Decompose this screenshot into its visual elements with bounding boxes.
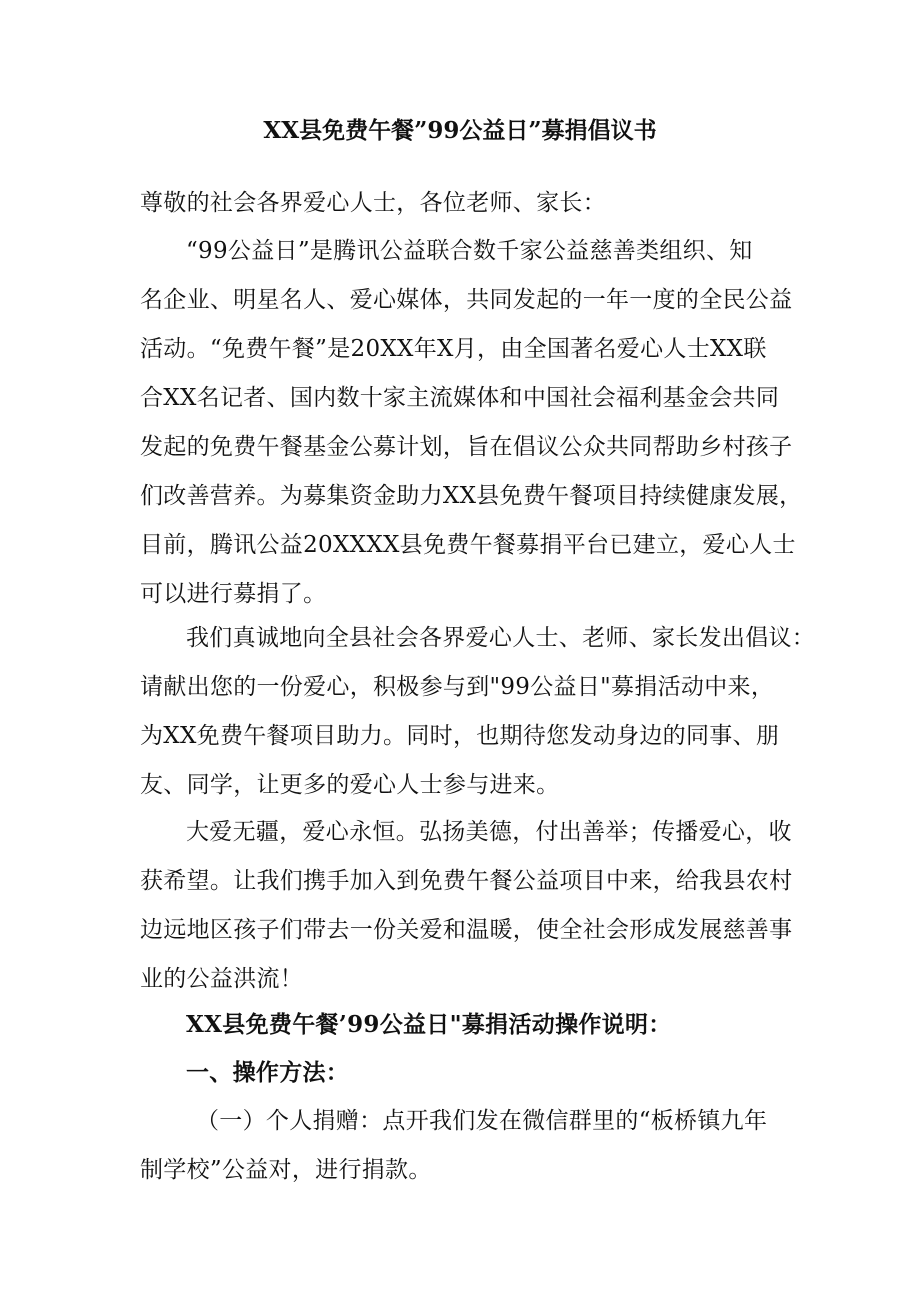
paragraph-line: 请献出您的一份爱心，积极参与到"99公益日"募捐活动中来， bbox=[140, 674, 775, 700]
document-title: XX县免费午餐”99公益日”募捐倡议书 bbox=[263, 117, 657, 144]
paragraph-line: 大爱无疆，爱心永恒。弘扬美德，付出善举；传播爱心，收 bbox=[186, 819, 792, 845]
paragraph-line: 为XX免费午餐项目助力。同时，也期待您发动身边的同事、朋 bbox=[140, 723, 780, 749]
paragraph-line: 发起的免费午餐基金公募计划，旨在倡议公众共同帮助乡村孩子 bbox=[140, 434, 793, 460]
paragraph-line: 名企业、明星名人、爱心媒体，共同发起的一年一度的全民公益 bbox=[140, 287, 793, 313]
instructions-heading: XX县免费午餐’99公益日"募捐活动操作说明： bbox=[186, 1011, 672, 1038]
paragraph-line: 边远地区孩子们带去一份关爱和温暖，使全社会形成发展慈善事 bbox=[140, 917, 793, 943]
paragraph-line: 合XX名记者、国内数十家主流媒体和中国社会福利基金会共同 bbox=[140, 385, 780, 411]
paragraph-line: 友、同学，让更多的爱心人士参与进来。 bbox=[140, 772, 560, 798]
instruction-item-line: （一）个人捐赠：点开我们发在微信群里的“板桥镇九年 bbox=[196, 1108, 768, 1134]
paragraph-line: 活动。“免费午餐”是20XX年X月，由全国著名爱心人士XX联 bbox=[140, 336, 767, 362]
salutation: 尊敬的社会各界爱心人士，各位老师、家长： bbox=[140, 190, 606, 216]
paragraph-line: 目前，腾讯公益20XXXX县免费午餐募捐平台已建立，爱心人士 bbox=[140, 532, 796, 558]
section-heading: 一、操作方法： bbox=[186, 1059, 350, 1086]
paragraph-line: 我们真诚地向全县社会各界爱心人士、老师、家长发出倡议： bbox=[186, 625, 816, 651]
paragraph-line: 们改善营养。为募集资金助力XX县免费午餐项目持续健康发展， bbox=[140, 483, 803, 509]
paragraph-line: 获希望。让我们携手加入到免费午餐公益项目中来，给我县农村 bbox=[140, 868, 793, 894]
instruction-item-line: 制学校”公益对，进行捐款。 bbox=[140, 1157, 432, 1183]
paragraph-line: “99公益日”是腾讯公益联合数千家公益慈善类组织、知 bbox=[186, 238, 753, 264]
paragraph-line: 可以进行募捐了。 bbox=[140, 581, 327, 607]
paragraph-line: 业的公益洪流！ bbox=[140, 966, 304, 992]
